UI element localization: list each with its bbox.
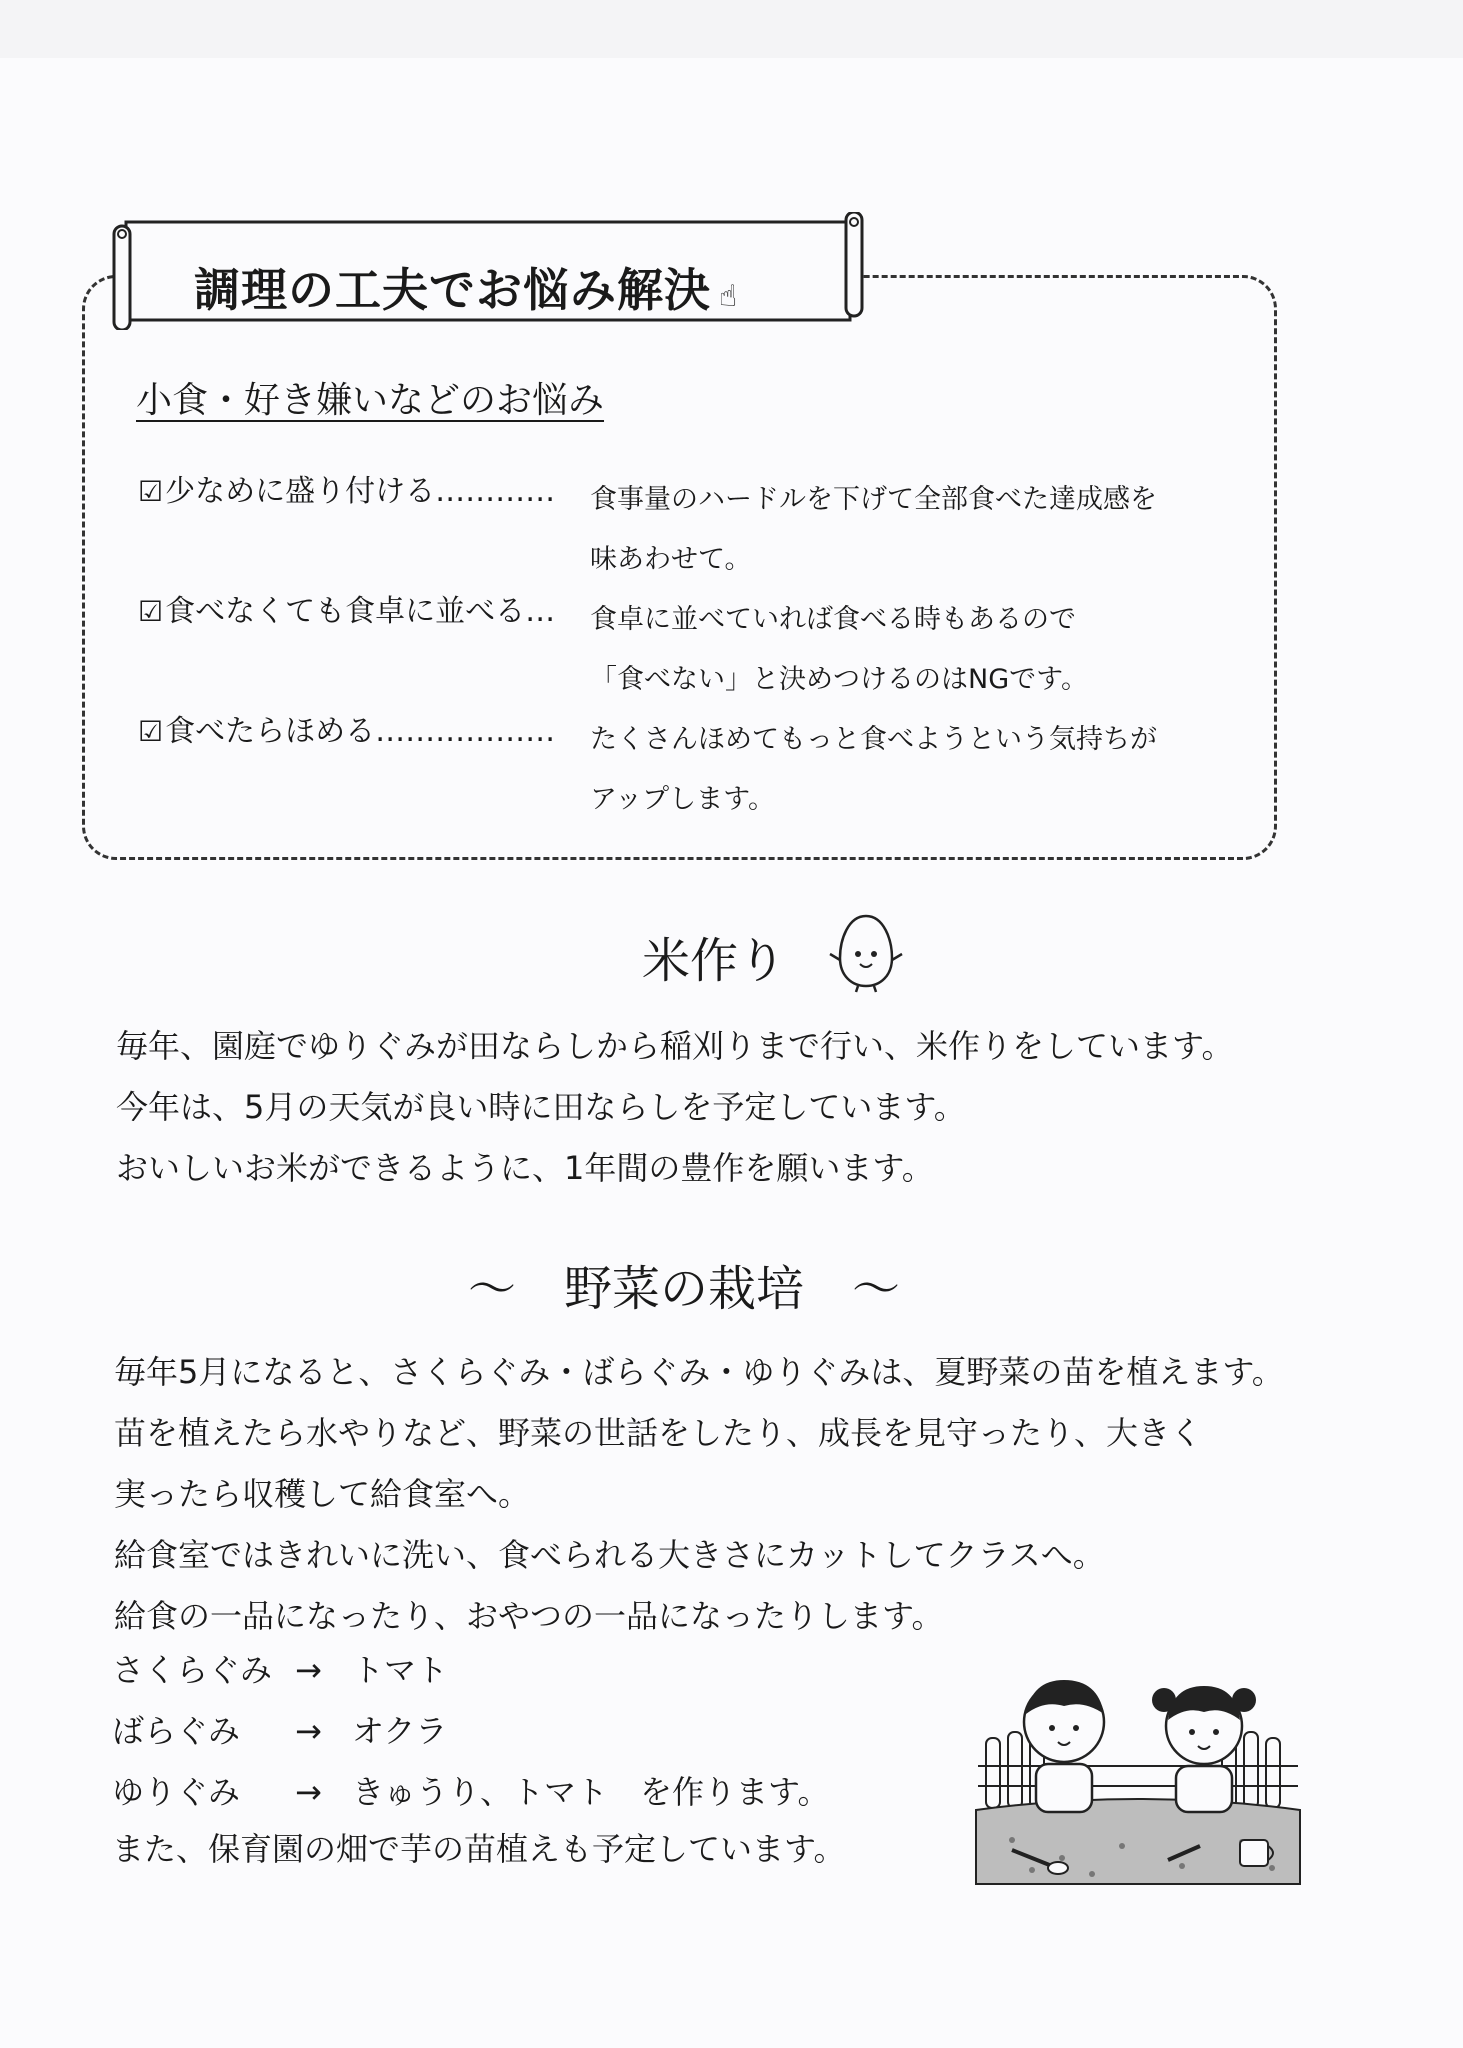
tip-body-line: アップします。 [590, 784, 775, 815]
tip-body-line: たくさんほめてもっと食べようという気持ちが [590, 724, 1157, 755]
crop-class: さくらぐみ [112, 1651, 273, 1689]
veg-section-title: ～ 野菜の栽培 ～ [468, 1261, 901, 1317]
arrow-right-icon: → [295, 1651, 322, 1689]
rice-line: おいしいお米ができるように、1年間の豊作を願います。 [116, 1149, 934, 1187]
veg-line: 実ったら収穫して給食室へ。 [114, 1475, 531, 1513]
tip-body-line: 「食べない」と決めつけるのはNGです。 [590, 664, 1088, 695]
crop-vegetable: トマト [352, 1651, 449, 1689]
checkbox-icon: ☑ [138, 595, 164, 628]
rice-grain-character-icon [826, 910, 906, 994]
arrow-right-icon: → [295, 1773, 322, 1811]
tips-title-scroll [112, 212, 864, 330]
children-planting-illustration-icon [972, 1670, 1304, 1888]
rice-line: 毎年、園庭でゆりぐみが田ならしから稲刈りまで行い、米作りをしています。 [116, 1027, 1234, 1065]
checkbox-icon: ☑ [138, 715, 164, 748]
veg-paragraph [114, 1342, 1284, 1647]
veg-closing-line: また、保育園の畑で芋の苗植えも予定しています。 [112, 1830, 846, 1868]
rice-section-title: 米作り [642, 933, 787, 989]
crop-class: ばらぐみ [112, 1712, 241, 1750]
veg-line: 苗を植えたら水やりなど、野菜の世話をしたり、成長を見守ったり、大きく [114, 1414, 1203, 1452]
tip-heading: 食べなくても食卓に並べる… [165, 594, 556, 629]
rice-line: 今年は、5月の天気が良い時に田ならしを予定しています。 [116, 1088, 966, 1126]
arrow-right-icon: → [295, 1712, 322, 1750]
tips-title [194, 254, 794, 320]
veg-line: 給食の一品になったり、おやつの一品になったりします。 [114, 1597, 944, 1635]
rice-paragraph [116, 1016, 1233, 1199]
tip-body-line: 味あわせて。 [590, 544, 752, 575]
tip-heading: 食べたらほめる……………… [165, 714, 556, 749]
tip-body-line: 食卓に並べていれば食べる時もあるので [590, 604, 1076, 635]
tips-subheading: 小食・好き嫌いなどのお悩み [136, 380, 605, 421]
crop-vegetable: オクラ [352, 1712, 448, 1750]
veg-line: 給食室ではきれいに洗い、食べられる大きさにカットしてクラスへ。 [114, 1536, 1105, 1574]
tips-title-text: 調理の工夫でお悩み解決 [194, 263, 711, 317]
tip-heading: 少なめに盛り付ける………… [165, 474, 556, 509]
veg-line: 毎年5月になると、さくらぐみ・ばらぐみ・ゆりぐみは、夏野菜の苗を植えます。 [114, 1353, 1284, 1391]
pointing-hand-icon: ☝ [719, 279, 739, 314]
tip-body-line: 食事量のハードルを下げて全部食べた達成感を [590, 484, 1157, 515]
checkbox-icon: ☑ [138, 475, 164, 508]
crop-class: ゆりぐみ [112, 1773, 241, 1811]
crop-vegetable: きゅうり、トマト を作ります。 [352, 1773, 830, 1811]
